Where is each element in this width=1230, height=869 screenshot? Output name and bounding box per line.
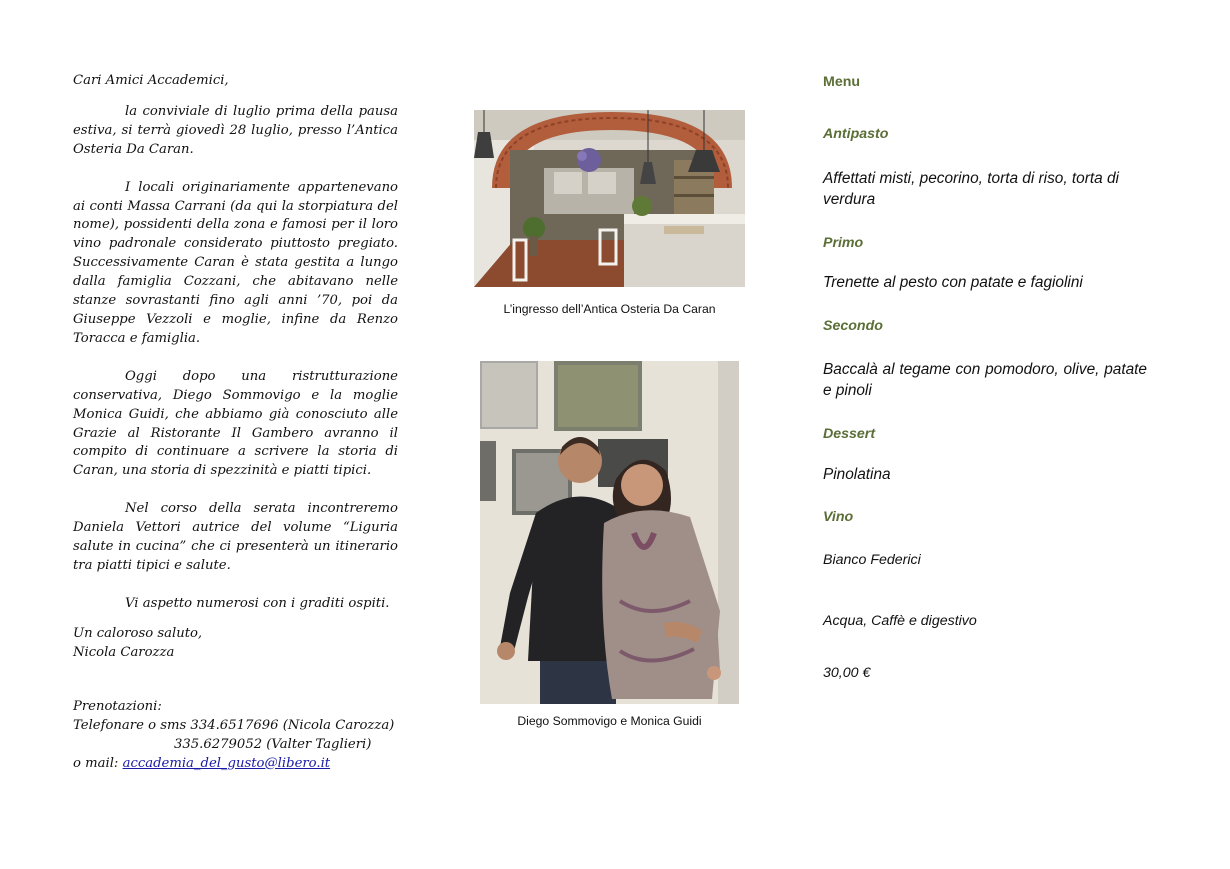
menu-heading-antipasto: Antipasto: [823, 126, 889, 142]
menu-title: Menu: [823, 74, 861, 90]
booking-phone-2: 335.6279052 (Valter Taglieri): [174, 736, 372, 752]
menu-item-secondo: Baccalà al tegame con pomodoro, olive, patate e pinoli: [823, 361, 1147, 399]
letter-closing: Vi aspetto numerosi con i graditi ospiti.: [125, 595, 390, 611]
letter-paragraph: la conviviale di luglio prima della pausa estiva, si terrà giovedì 28 luglio, presso l’Antica Osteria Da Caran.: [73, 103, 398, 157]
menu-heading-secondo: Secondo: [823, 318, 883, 334]
menu-heading-primo: Primo: [823, 235, 864, 251]
menu-item-vino: Bianco Federici: [823, 552, 921, 568]
booking-info: [73, 698, 413, 774]
menu-item-dessert: Pinolatina: [823, 466, 891, 483]
photo-caption-entrance: L’ingresso dell’Antica Osteria Da Caran: [503, 302, 716, 316]
booking-email-link[interactable]: accademia_del_gusto@libero.it: [122, 755, 331, 771]
booking-mail-line: [73, 755, 413, 774]
letter-paragraph: Nel corso della serata incontreremo Daniela Vettori autrice del volume “Liguria salute in cucina” che ci presenterà un itinerario tra piatti tipici e salute.: [73, 501, 398, 573]
menu-heading-dessert: Dessert: [823, 426, 876, 442]
booking-title: Prenotazioni:: [73, 699, 162, 714]
invitation-letter: [73, 72, 398, 663]
osteria-entrance-photo: [474, 110, 745, 287]
photo-caption-owners: Diego Sommovigo e Monica Guidi: [517, 714, 702, 728]
dinner-menu: [823, 0, 1147, 869]
menu-heading-vino: Vino: [823, 509, 854, 525]
menu-item-antipasto: Affettati misti, pecorino, torta di riso, torta di verdura: [823, 170, 1119, 208]
booking-phone-1: Telefonare o sms 334.6517696 (Nicola Carozza): [73, 717, 395, 733]
letter-paragraph: Oggi dopo una ristrutturazione conservativa, Diego Sommovigo e la moglie Monica Guidi, che abbiamo già conosciuto alle Grazie al Ristorante Il Gambero avranno il compito di continuare a scrivere la storia di Caran, una storia di spezzinità e piatti tipici.: [73, 368, 398, 479]
letter-greeting: Cari Amici Accademici,: [73, 73, 229, 88]
menu-price: 30,00 €: [823, 665, 871, 681]
letter-signature: Nicola Carozza: [73, 644, 175, 660]
booking-mail-label: o mail:: [73, 755, 123, 771]
letter-sign-off: Un caloroso saluto,: [73, 625, 203, 641]
owners-photo: [480, 361, 739, 704]
menu-item-extra: Acqua, Caffè e digestivo: [823, 613, 977, 629]
menu-item-primo: Trenette al pesto con patate e fagiolini: [823, 274, 1083, 291]
letter-paragraph: I locali originariamente appartenevano ai conti Massa Carrani (da qui la storpiatura del nome), possidenti della zona e famosi per il loro vino padronale considerato piuttosto pregiato. Successivamente Caran è stata gestita a lungo dalla famiglia Cozzani, che abitavano nelle stanze sovrastanti fino agli anni ’70, poi da Giuseppe Vezzoli e moglie, infine da Renzo Toracca e famiglia.: [73, 179, 398, 346]
